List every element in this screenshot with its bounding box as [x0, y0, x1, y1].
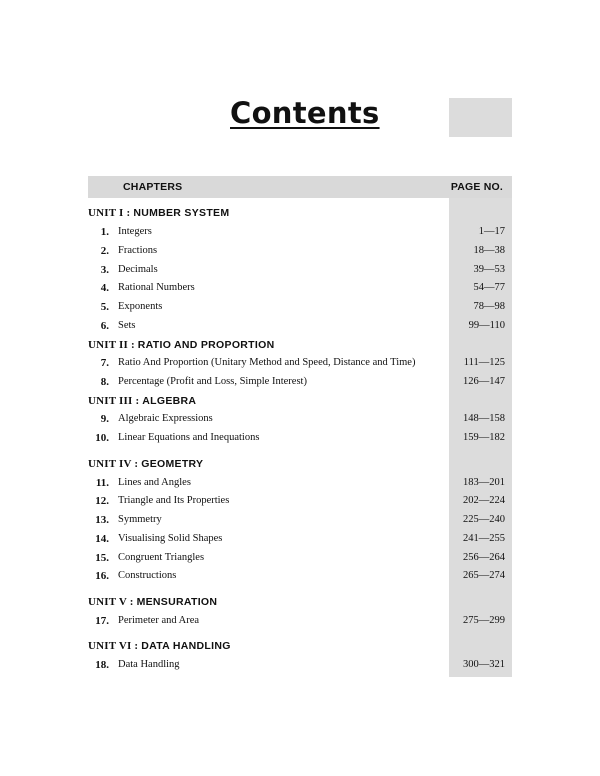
chapter-pages: 225—240 — [463, 514, 505, 525]
unit-heading — [0, 339, 600, 355]
unit-label: UNIT III : — [88, 395, 140, 407]
chapter-row[interactable] — [0, 514, 600, 530]
chapters-header: CHAPTERS — [123, 181, 183, 193]
chapter-number: 14. — [95, 533, 109, 545]
unit-name: ALGEBRA — [142, 395, 197, 407]
chapter-number: 1. — [100, 226, 109, 238]
chapter-title: Algebraic Expressions — [118, 413, 213, 424]
chapter-pages: 1—17 — [478, 226, 505, 237]
unit-heading — [0, 207, 600, 223]
chapter-number: 17. — [95, 615, 109, 627]
unit-heading — [0, 395, 600, 411]
chapter-title: Linear Equations and Inequations — [118, 432, 260, 443]
chapter-row[interactable] — [0, 659, 600, 675]
chapter-pages: 78—98 — [473, 301, 505, 312]
chapter-row[interactable] — [0, 495, 600, 511]
chapter-row[interactable] — [0, 533, 600, 549]
chapter-pages: 126—147 — [463, 376, 505, 387]
chapter-row[interactable] — [0, 432, 600, 448]
chapter-number: 6. — [100, 320, 109, 332]
chapter-row[interactable] — [0, 282, 600, 298]
chapter-row[interactable] — [0, 615, 600, 631]
chapter-pages: 300—321 — [463, 659, 505, 670]
chapter-pages: 159—182 — [463, 432, 505, 443]
chapter-title: Symmetry — [118, 514, 162, 525]
chapter-number: 9. — [100, 413, 109, 425]
chapter-number: 12. — [95, 495, 109, 507]
chapter-number: 5. — [100, 301, 109, 313]
chapter-row[interactable] — [0, 357, 600, 373]
chapter-title: Triangle and Its Properties — [118, 495, 230, 506]
chapter-row[interactable] — [0, 477, 600, 493]
chapter-pages: 275—299 — [463, 615, 505, 626]
unit-label: UNIT VI : — [88, 640, 139, 652]
chapter-title: Decimals — [118, 264, 158, 275]
title-shade-box — [449, 98, 512, 137]
chapter-number: 15. — [95, 552, 109, 564]
chapter-number: 3. — [100, 264, 109, 276]
chapter-pages: 148—158 — [463, 413, 505, 424]
unit-label: UNIT IV : — [88, 458, 139, 470]
chapter-number: 10. — [95, 432, 109, 444]
chapter-title: Fractions — [118, 245, 158, 256]
chapter-number: 7. — [100, 357, 109, 369]
unit-name: MENSURATION — [136, 596, 218, 608]
chapter-number: 2. — [100, 245, 109, 257]
chapter-title: Congruent Triangles — [118, 552, 205, 563]
unit-label: UNIT II : — [88, 339, 135, 351]
chapter-number: 13. — [95, 514, 109, 526]
chapter-title: Constructions — [118, 570, 177, 581]
unit-label: UNIT I : — [88, 207, 131, 219]
page-title: Contents — [230, 96, 380, 130]
chapter-pages: 183—201 — [463, 477, 505, 488]
unit-name: DATA HANDLING — [141, 640, 231, 652]
chapter-title: Data Handling — [118, 659, 180, 670]
chapter-title: Exponents — [118, 301, 163, 312]
chapter-row[interactable] — [0, 226, 600, 242]
chapter-pages: 256—264 — [463, 552, 505, 563]
chapter-row[interactable] — [0, 264, 600, 280]
chapter-title: Sets — [118, 320, 136, 331]
chapter-pages: 111—125 — [463, 357, 505, 368]
chapter-row[interactable] — [0, 376, 600, 392]
chapter-title: Visualising Solid Shapes — [118, 533, 223, 544]
chapter-row[interactable] — [0, 570, 600, 586]
chapter-title: Ratio And Proportion (Unitary Method and Speed, Distance and Time) — [118, 357, 416, 368]
unit-label: UNIT V : — [88, 596, 134, 608]
unit-name: GEOMETRY — [141, 458, 204, 470]
unit-heading — [0, 596, 600, 612]
chapter-title: Percentage (Profit and Loss, Simple Interest) — [118, 376, 307, 387]
chapter-number: 16. — [95, 570, 109, 582]
chapter-number: 8. — [100, 376, 109, 388]
unit-name: RATIO AND PROPORTION — [137, 339, 275, 351]
chapter-title: Lines and Angles — [118, 477, 191, 488]
page-no-header: PAGE NO. — [450, 181, 503, 193]
chapter-row[interactable] — [0, 245, 600, 261]
chapter-title: Perimeter and Area — [118, 615, 200, 626]
chapter-row[interactable] — [0, 552, 600, 568]
chapter-number: 18. — [95, 659, 109, 671]
chapter-pages: 39—53 — [473, 264, 505, 275]
chapter-number: 11. — [95, 477, 109, 489]
chapter-pages: 18—38 — [473, 245, 505, 256]
chapter-pages: 265—274 — [463, 570, 505, 581]
chapter-title: Integers — [118, 226, 152, 237]
chapter-row[interactable] — [0, 320, 600, 336]
unit-heading — [0, 640, 600, 656]
table-header — [88, 176, 512, 198]
chapter-pages: 202—224 — [463, 495, 505, 506]
chapter-title: Rational Numbers — [118, 282, 195, 293]
chapter-pages: 241—255 — [463, 533, 505, 544]
chapter-pages: 99—110 — [468, 320, 505, 331]
unit-heading — [0, 458, 600, 474]
unit-name: NUMBER SYSTEM — [133, 207, 230, 219]
chapter-row[interactable] — [0, 301, 600, 317]
chapter-number: 4. — [100, 282, 109, 294]
chapter-pages: 54—77 — [473, 282, 505, 293]
chapter-row[interactable] — [0, 413, 600, 429]
